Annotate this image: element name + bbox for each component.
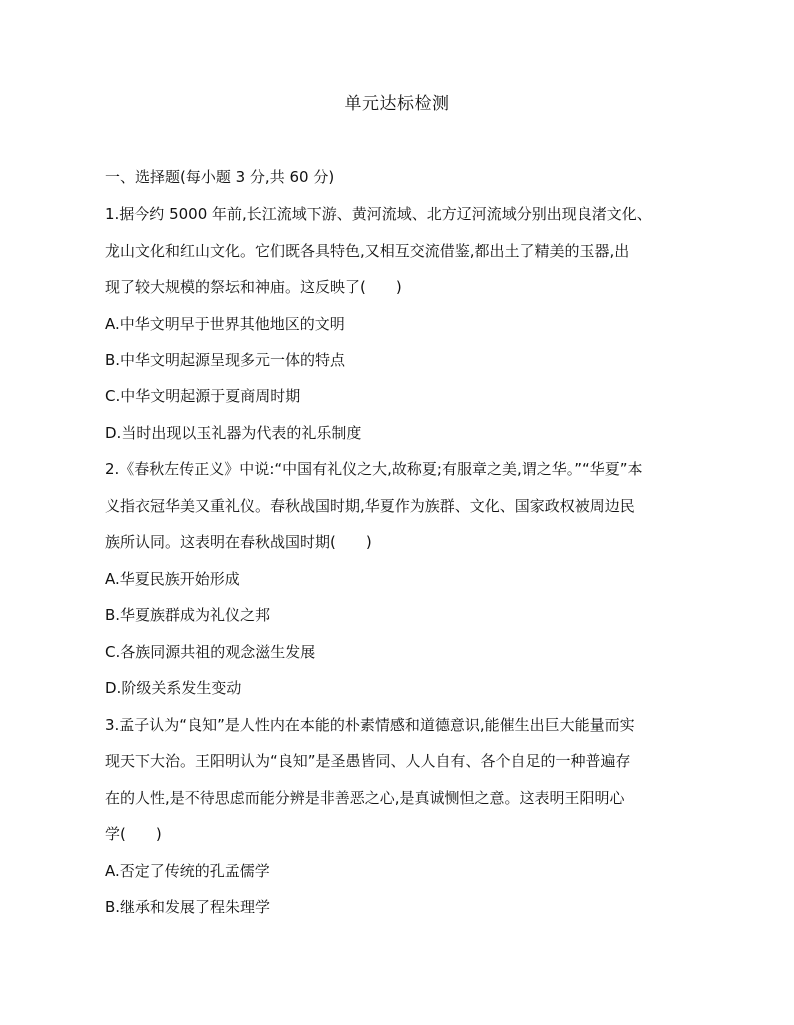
answer-option-b: B.中华文明起源呈现多元一体的特点 [105, 351, 346, 369]
answer-option-a: A.华夏民族开始形成 [105, 570, 240, 588]
answer-option-d: D.阶级关系发生变动 [105, 679, 242, 697]
answer-option-a: A.中华文明早于世界其他地区的文明 [105, 315, 345, 333]
question-stem-line: 3.孟子认为“良知”是人性内在本能的朴素情感和道德意识,能催生出巨大能量而实 [105, 716, 635, 734]
question-stem-line: 义指衣冠华美又重礼仪。春秋战国时期,华夏作为族群、文化、国家政权被周边民 [105, 497, 635, 515]
answer-option-c: C.各族同源共祖的观念滋生发展 [105, 643, 316, 661]
question-stem-line: 学( ) [105, 825, 162, 843]
answer-option-d: D.当时出现以玉礼器为代表的礼乐制度 [105, 424, 362, 442]
question-stem-line: 现天下大治。王阳明认为“良知”是圣愚皆同、人人自有、各个自足的一种普遍存 [105, 752, 631, 770]
question-stem-line: 在的人性,是不待思虑而能分辨是非善恶之心,是真诚恻怛之意。这表明王阳明心 [105, 789, 625, 807]
section-heading: 一、选择题(每小题 3 分,共 60 分) [105, 168, 335, 186]
question-stem-line: 1.据今约 5000 年前,长江流域下游、黄河流域、北方辽河流域分别出现良渚文化、 [105, 205, 652, 223]
answer-option-b: B.继承和发展了程朱理学 [105, 898, 271, 916]
question-stem-line: 2.《春秋左传正义》中说:“中国有礼仪之大,故称夏;有服章之美,谓之华。”“华夏”本 [105, 460, 643, 478]
page-title: 单元达标检测 [344, 94, 450, 114]
question-stem-line: 现了较大规模的祭坛和神庙。这反映了( ) [105, 278, 402, 296]
answer-option-a: A.否定了传统的孔孟儒学 [105, 862, 270, 880]
answer-option-b: B.华夏族群成为礼仪之邦 [105, 606, 271, 624]
question-stem-line: 龙山文化和红山文化。它们既各具特色,又相互交流借鉴,都出土了精美的玉器,出 [105, 242, 630, 260]
answer-option-c: C.中华文明起源于夏商周时期 [105, 387, 301, 405]
question-stem-line: 族所认同。这表明在春秋战国时期( ) [105, 533, 372, 551]
